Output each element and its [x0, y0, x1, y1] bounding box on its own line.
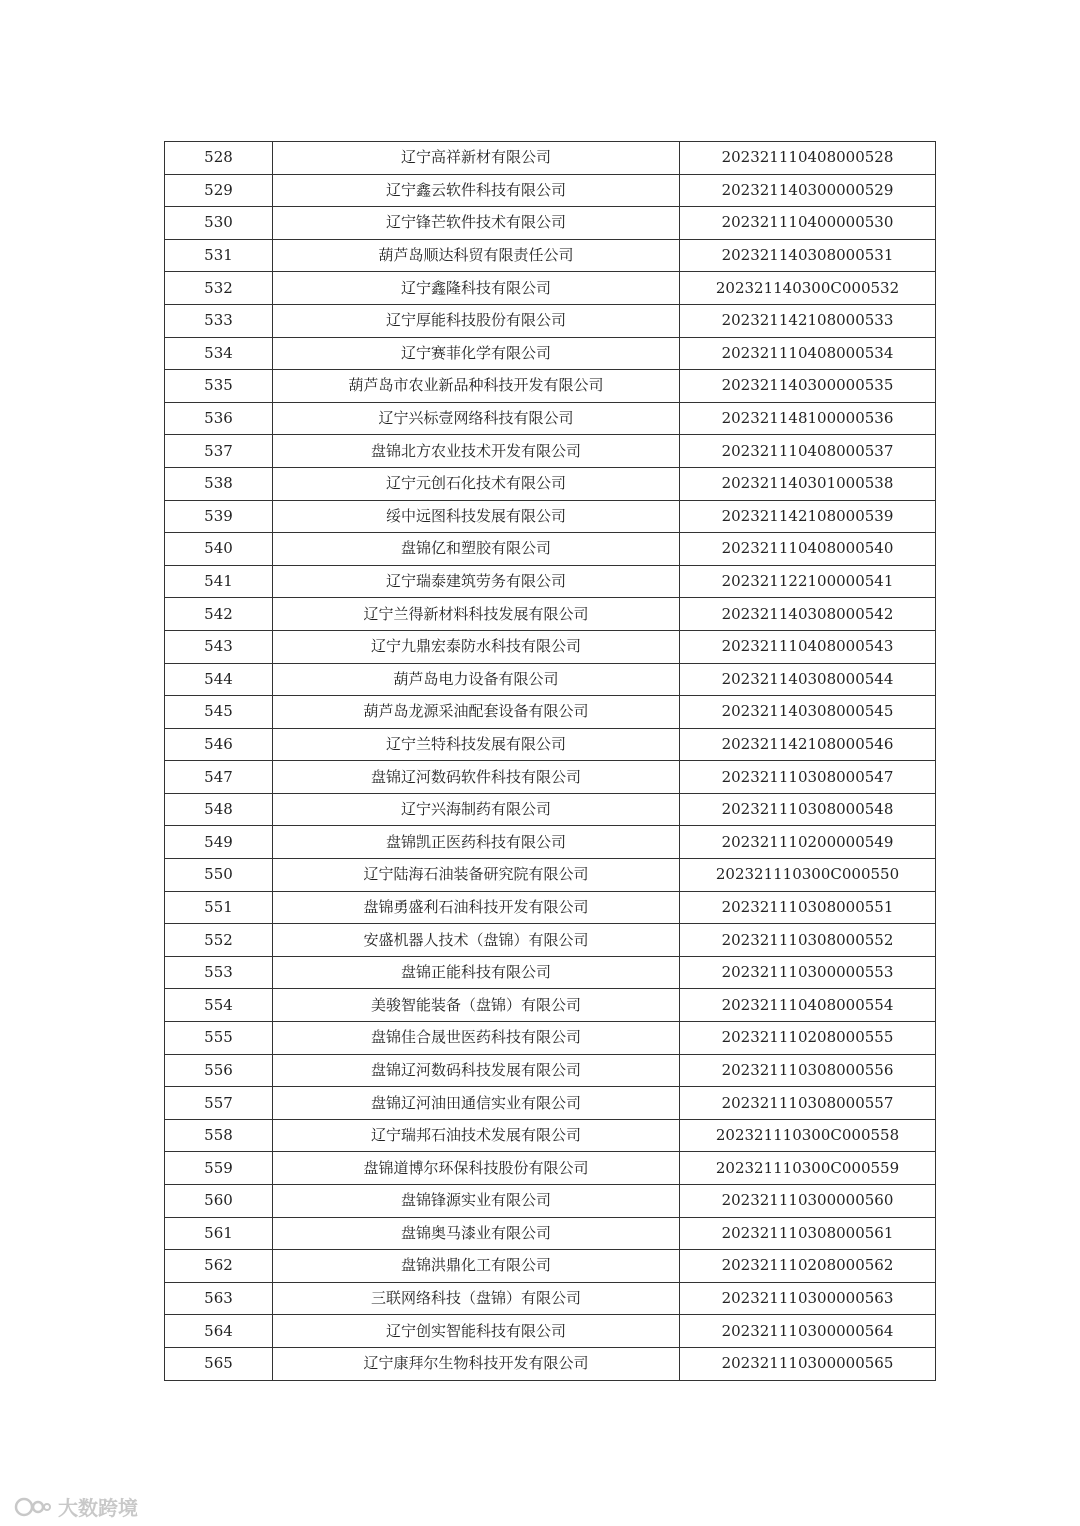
row-number-cell: 541: [165, 565, 273, 598]
row-number-cell: 544: [165, 663, 273, 696]
registration-code-cell: 202321142108000533: [680, 304, 936, 337]
company-name-cell: 葫芦岛顺达科贸有限责任公司: [273, 239, 680, 272]
registration-code-cell: 202321140300C000532: [680, 272, 936, 305]
row-number-cell: 537: [165, 435, 273, 468]
row-number-cell: 548: [165, 793, 273, 826]
registration-code-cell: 202321110300000553: [680, 956, 936, 989]
registration-code-cell: 202321148100000536: [680, 402, 936, 435]
company-name-cell: 辽宁兴海制药有限公司: [273, 793, 680, 826]
registration-code-cell: 202321110300000564: [680, 1315, 936, 1348]
registration-code-cell: 202321110408000534: [680, 337, 936, 370]
table-row: [165, 630, 936, 663]
table-row: [165, 1022, 936, 1055]
company-name-cell: 盘锦辽河油田通信实业有限公司: [273, 1087, 680, 1120]
registration-code-cell: 202321140308000531: [680, 239, 936, 272]
row-number-cell: 531: [165, 239, 273, 272]
registration-code-cell: 202321140308000545: [680, 696, 936, 729]
table-row: [165, 1119, 936, 1152]
row-number-cell: 543: [165, 630, 273, 663]
row-number-cell: 528: [165, 142, 273, 175]
table-row: [165, 272, 936, 305]
company-name-cell: 盘锦亿和塑胶有限公司: [273, 533, 680, 566]
registration-code-cell: 202321110300C000550: [680, 859, 936, 892]
table-row: [165, 924, 936, 957]
registration-code-cell: 202321110300C000559: [680, 1152, 936, 1185]
registration-code-cell: 202321110308000557: [680, 1087, 936, 1120]
company-name-cell: 安盛机器人技术（盘锦）有限公司: [273, 924, 680, 957]
table-row: [165, 402, 936, 435]
company-name-cell: 盘锦锋源实业有限公司: [273, 1185, 680, 1218]
table-body: [165, 142, 936, 1381]
company-name-cell: 盘锦正能科技有限公司: [273, 956, 680, 989]
table-row: [165, 1347, 936, 1380]
company-name-cell: 辽宁兰特科技发展有限公司: [273, 728, 680, 761]
table-row: [165, 533, 936, 566]
registry-table: [164, 141, 936, 1381]
row-number-cell: 547: [165, 761, 273, 794]
row-number-cell: 557: [165, 1087, 273, 1120]
table-row: [165, 761, 936, 794]
table-row: [165, 598, 936, 631]
table-row: [165, 370, 936, 403]
table-row: [165, 239, 936, 272]
company-name-cell: 绥中远图科技发展有限公司: [273, 500, 680, 533]
company-name-cell: 盘锦洪鼎化工有限公司: [273, 1250, 680, 1283]
table-row: [165, 728, 936, 761]
table-row: [165, 1282, 936, 1315]
company-name-cell: 盘锦辽河数码软件科技有限公司: [273, 761, 680, 794]
company-name-cell: 盘锦凯正医药科技有限公司: [273, 826, 680, 859]
company-name-cell: 盘锦辽河数码科技发展有限公司: [273, 1054, 680, 1087]
row-number-cell: 545: [165, 696, 273, 729]
registration-code-cell: 202321122100000541: [680, 565, 936, 598]
company-name-cell: 辽宁赛菲化学有限公司: [273, 337, 680, 370]
company-name-cell: 盘锦北方农业技术开发有限公司: [273, 435, 680, 468]
table-row: [165, 1250, 936, 1283]
company-name-cell: 辽宁陆海石油装备研究院有限公司: [273, 859, 680, 892]
registration-code-cell: 202321140308000544: [680, 663, 936, 696]
row-number-cell: 534: [165, 337, 273, 370]
company-name-cell: 辽宁鑫云软件科技有限公司: [273, 174, 680, 207]
table-row: [165, 1315, 936, 1348]
row-number-cell: 561: [165, 1217, 273, 1250]
registration-code-cell: 202321110308000556: [680, 1054, 936, 1087]
company-name-cell: 美骏智能装备（盘锦）有限公司: [273, 989, 680, 1022]
registration-code-cell: 202321110200000549: [680, 826, 936, 859]
registration-code-cell: 202321110408000543: [680, 630, 936, 663]
row-number-cell: 554: [165, 989, 273, 1022]
company-name-cell: 辽宁瑞泰建筑劳务有限公司: [273, 565, 680, 598]
row-number-cell: 564: [165, 1315, 273, 1348]
row-number-cell: 542: [165, 598, 273, 631]
row-number-cell: 553: [165, 956, 273, 989]
company-name-cell: 盘锦道博尔环保科技股份有限公司: [273, 1152, 680, 1185]
row-number-cell: 538: [165, 467, 273, 500]
table-row: [165, 696, 936, 729]
row-number-cell: 549: [165, 826, 273, 859]
company-name-cell: 辽宁瑞邦石油技术发展有限公司: [273, 1119, 680, 1152]
company-name-cell: 辽宁康拜尔生物科技开发有限公司: [273, 1347, 680, 1380]
row-number-cell: 555: [165, 1022, 273, 1055]
table-row: [165, 1087, 936, 1120]
registration-code-cell: 202321140308000542: [680, 598, 936, 631]
company-name-cell: 葫芦岛电力设备有限公司: [273, 663, 680, 696]
watermark: [14, 1492, 138, 1521]
table-row: [165, 565, 936, 598]
company-name-cell: 辽宁兰得新材料科技发展有限公司: [273, 598, 680, 631]
watermark-text: 大数跨境: [58, 1496, 138, 1520]
table-row: [165, 207, 936, 240]
registration-code-cell: 202321110408000540: [680, 533, 936, 566]
registration-code-cell: 202321110300000560: [680, 1185, 936, 1218]
registration-code-cell: 202321140300000529: [680, 174, 936, 207]
registration-code-cell: 202321110300C000558: [680, 1119, 936, 1152]
row-number-cell: 565: [165, 1347, 273, 1380]
company-name-cell: 盘锦勇盛利石油科技开发有限公司: [273, 891, 680, 924]
table-row: [165, 956, 936, 989]
table-row: [165, 826, 936, 859]
registration-code-cell: 202321110308000561: [680, 1217, 936, 1250]
company-name-cell: 盘锦佳合晟世医药科技有限公司: [273, 1022, 680, 1055]
table-row: [165, 859, 936, 892]
registration-code-cell: 202321110300000563: [680, 1282, 936, 1315]
table-row: [165, 435, 936, 468]
company-name-cell: 辽宁兴标壹网络科技有限公司: [273, 402, 680, 435]
row-number-cell: 530: [165, 207, 273, 240]
row-number-cell: 558: [165, 1119, 273, 1152]
registration-code-cell: 202321110408000554: [680, 989, 936, 1022]
registration-code-cell: 202321110400000530: [680, 207, 936, 240]
table-row: [165, 500, 936, 533]
table-row: [165, 989, 936, 1022]
row-number-cell: 556: [165, 1054, 273, 1087]
company-name-cell: 葫芦岛龙源采油配套设备有限公司: [273, 696, 680, 729]
table-row: [165, 142, 936, 175]
registration-code-cell: 202321142108000539: [680, 500, 936, 533]
table-row: [165, 1054, 936, 1087]
registration-code-cell: 202321142108000546: [680, 728, 936, 761]
registration-code-cell: 202321140301000538: [680, 467, 936, 500]
table-row: [165, 304, 936, 337]
row-number-cell: 532: [165, 272, 273, 305]
company-name-cell: 葫芦岛市农业新品种科技开发有限公司: [273, 370, 680, 403]
row-number-cell: 539: [165, 500, 273, 533]
company-name-cell: 辽宁元创石化技术有限公司: [273, 467, 680, 500]
company-name-cell: 辽宁锋芒软件技术有限公司: [273, 207, 680, 240]
company-name-cell: 盘锦奥马漆业有限公司: [273, 1217, 680, 1250]
row-number-cell: 559: [165, 1152, 273, 1185]
table-row: [165, 1217, 936, 1250]
row-number-cell: 560: [165, 1185, 273, 1218]
registration-code-cell: 202321110408000537: [680, 435, 936, 468]
row-number-cell: 546: [165, 728, 273, 761]
row-number-cell: 536: [165, 402, 273, 435]
row-number-cell: 562: [165, 1250, 273, 1283]
registration-code-cell: 202321140300000535: [680, 370, 936, 403]
registration-code-cell: 202321110308000548: [680, 793, 936, 826]
registration-code-cell: 202321110308000551: [680, 891, 936, 924]
registration-code-cell: 202321110308000547: [680, 761, 936, 794]
row-number-cell: 529: [165, 174, 273, 207]
row-number-cell: 550: [165, 859, 273, 892]
row-number-cell: 552: [165, 924, 273, 957]
registration-code-cell: 202321110208000562: [680, 1250, 936, 1283]
table-row: [165, 1185, 936, 1218]
table-row: [165, 174, 936, 207]
registration-code-cell: 202321110300000565: [680, 1347, 936, 1380]
table-row: [165, 891, 936, 924]
row-number-cell: 563: [165, 1282, 273, 1315]
table-row: [165, 663, 936, 696]
company-name-cell: 辽宁九鼎宏泰防水科技有限公司: [273, 630, 680, 663]
company-name-cell: 辽宁高祥新材有限公司: [273, 142, 680, 175]
company-name-cell: 辽宁厚能科技股份有限公司: [273, 304, 680, 337]
row-number-cell: 540: [165, 533, 273, 566]
table-row: [165, 337, 936, 370]
table-row: [165, 467, 936, 500]
registration-code-cell: 202321110308000552: [680, 924, 936, 957]
brand-logo-icon: [14, 1495, 52, 1519]
table-row: [165, 793, 936, 826]
row-number-cell: 535: [165, 370, 273, 403]
table-row: [165, 1152, 936, 1185]
registration-code-cell: 202321110208000555: [680, 1022, 936, 1055]
company-name-cell: 辽宁创实智能科技有限公司: [273, 1315, 680, 1348]
row-number-cell: 551: [165, 891, 273, 924]
company-name-cell: 三联网络科技（盘锦）有限公司: [273, 1282, 680, 1315]
company-name-cell: 辽宁鑫隆科技有限公司: [273, 272, 680, 305]
registration-code-cell: 202321110408000528: [680, 142, 936, 175]
row-number-cell: 533: [165, 304, 273, 337]
